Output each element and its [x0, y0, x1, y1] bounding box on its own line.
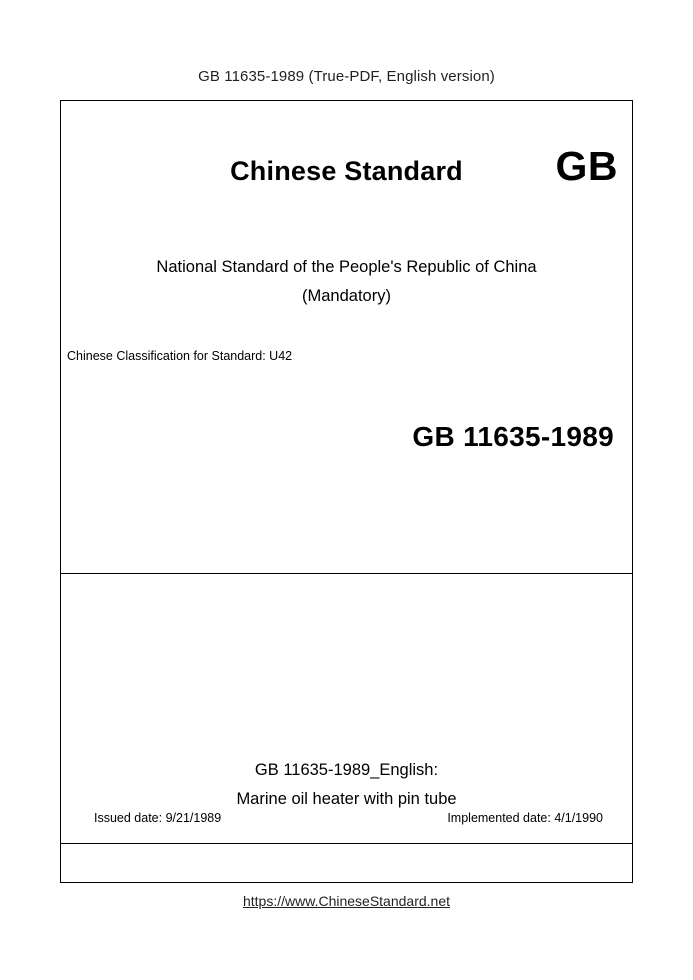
- issued-date: Issued date: 9/21/1989: [94, 811, 222, 825]
- national-standard-line-2: (Mandatory): [302, 287, 391, 305]
- standard-number: GB 11635-1989: [412, 421, 614, 452]
- classification-code: Chinese Classification for Standard: U42: [67, 349, 293, 363]
- gb-logo-mark: GB: [555, 143, 618, 189]
- page-title: Chinese Standard: [230, 156, 463, 186]
- footer-website-link[interactable]: https://www.ChineseStandard.net: [242, 893, 450, 909]
- implemented-date: Implemented date: 4/1/1990: [447, 811, 603, 825]
- english-title-line-2: Marine oil heater with pin tube: [236, 790, 457, 808]
- english-title-line-1: GB 11635-1989_English:: [254, 761, 439, 779]
- cover-middle-panel: [61, 574, 632, 844]
- cover-frame: [60, 100, 633, 883]
- page-header-caption: GB 11635-1989 (True-PDF, English version): [198, 68, 495, 85]
- national-standard-line-1: National Standard of the People's Republic of China: [156, 258, 537, 276]
- cover-bottom-strip: [61, 844, 632, 882]
- cover-upper-panel: [61, 101, 632, 574]
